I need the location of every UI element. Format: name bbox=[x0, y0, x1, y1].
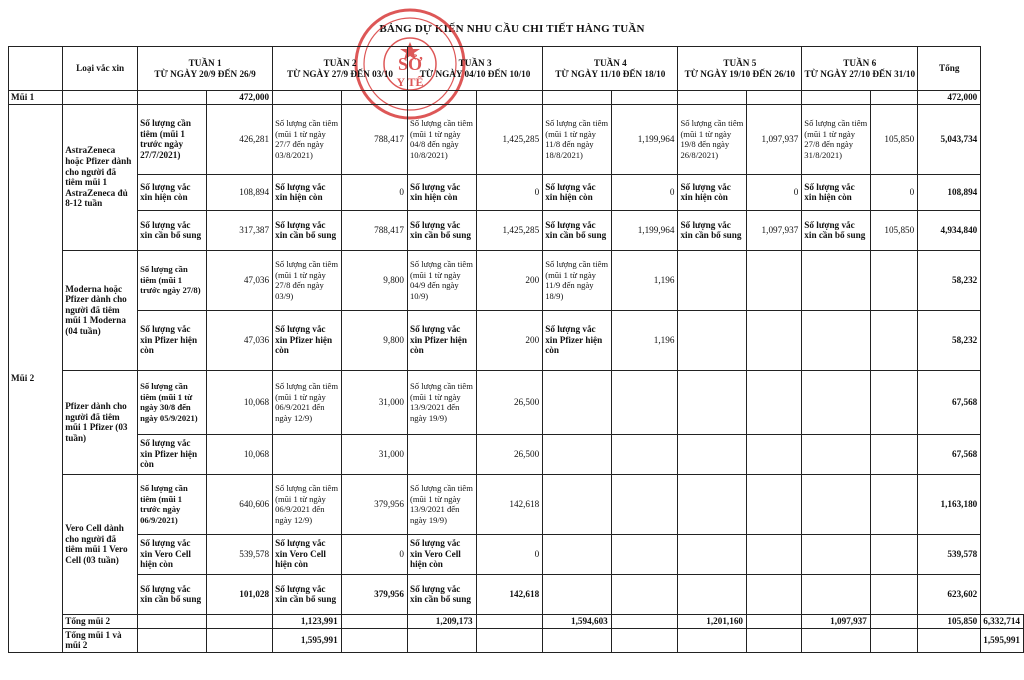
row-total: 108,894 bbox=[918, 174, 981, 210]
cell-label: Số lượng vắc xin Pfizer hiện còn bbox=[138, 310, 207, 370]
table-row bbox=[9, 474, 1024, 534]
cell-label: Số lượng cần tiêm (mũi 1 từ ngày 19/8 đến ngày 26/8/2021) bbox=[678, 104, 747, 174]
header-vaccine-type: Loại vắc xin bbox=[63, 47, 138, 91]
cell-value: 1,199,964 bbox=[611, 104, 678, 174]
cell-value: 0 bbox=[611, 174, 678, 210]
table-row bbox=[9, 210, 1024, 250]
cell-label: Số lượng vắc xin hiện còn bbox=[678, 174, 747, 210]
week-title: TUẦN 2 bbox=[323, 57, 357, 68]
header-week-6 bbox=[802, 47, 918, 91]
cell-label: Số lượng vắc xin cần bổ sung bbox=[802, 210, 871, 250]
cell-label: Số lượng vắc xin cần bổ sung bbox=[407, 210, 476, 250]
cell-value: 1,425,285 bbox=[476, 104, 543, 174]
table-row bbox=[9, 574, 1024, 614]
cell-value: 1,425,285 bbox=[476, 210, 543, 250]
cell-value: 200 bbox=[476, 250, 543, 310]
table-row bbox=[9, 370, 1024, 434]
cell-label: Số lượng cần tiêm (mũi 1 trước ngày 27/7/2021) bbox=[138, 104, 207, 174]
row-total: 1,163,180 bbox=[918, 474, 981, 534]
cell-value: 142,618 bbox=[476, 574, 543, 614]
row-total: 4,934,840 bbox=[918, 210, 981, 250]
week-dates: TỪ NGÀY 20/9 ĐẾN 26/9 bbox=[154, 68, 256, 79]
week-dates: TỪ NGÀY 04/10 ĐẾN 10/10 bbox=[419, 68, 531, 79]
week-dates: TỪ NGÀY 27/9 ĐẾN 03/10 bbox=[287, 68, 394, 79]
week-dates: TỪ NGÀY 19/10 ĐẾN 26/10 bbox=[684, 68, 796, 79]
cell-label: Số lượng vắc xin Pfizer hiện còn bbox=[273, 310, 342, 370]
cell-value: 1,196 bbox=[611, 310, 678, 370]
cell-value: 1,209,173 bbox=[407, 614, 476, 628]
cell-label: Số lượng vắc xin Pfizer hiện còn bbox=[138, 434, 207, 474]
cell-value: 105,850 bbox=[870, 104, 917, 174]
cell-value: 31,000 bbox=[341, 370, 407, 434]
cell-value: 0 bbox=[341, 534, 407, 574]
cell-value: 1,196 bbox=[611, 250, 678, 310]
cell-value: 105,850 bbox=[870, 210, 917, 250]
cell-label: Số lượng cần tiêm (mũi 1 từ ngày 13/9/2021 đến ngày 19/9) bbox=[407, 474, 476, 534]
cell-label: Số lượng cần tiêm (mũi 1 từ ngày 13/9/2021 đến ngày 19/9) bbox=[407, 370, 476, 434]
cell-label: Số lượng vắc xin cần bổ sung bbox=[138, 574, 207, 614]
cell-label: Số lượng vắc xin Pfizer hiện còn bbox=[543, 310, 612, 370]
cell-value: 788,417 bbox=[341, 104, 407, 174]
cell-value: 26,500 bbox=[476, 434, 543, 474]
table-header-row bbox=[9, 47, 1024, 91]
week-title: TUẦN 3 bbox=[458, 57, 492, 68]
cell-label: Số lượng vắc xin hiện còn bbox=[802, 174, 871, 210]
table-row-mui1 bbox=[9, 91, 1024, 105]
cell-label: Số lượng vắc xin hiện còn bbox=[138, 174, 207, 210]
cell-value: 0 bbox=[476, 534, 543, 574]
cell-value: 47,036 bbox=[206, 310, 272, 370]
cell-label: Số lượng cần tiêm (mũi 1 từ ngày 04/8 đến ngày 10/8/2021) bbox=[407, 104, 476, 174]
document-title: BẢNG DỰ KIẾN NHU CẦU CHI TIẾT HÀNG TUẦN bbox=[379, 23, 645, 35]
cell-value: 9,800 bbox=[341, 310, 407, 370]
cell-value: 1,097,937 bbox=[802, 614, 871, 628]
vero-type: Vero Cell dành cho người đã tiêm mũi 1 Vero Cell (03 tuần) bbox=[63, 474, 138, 614]
week-title: TUẦN 1 bbox=[188, 57, 222, 68]
mui1-label: Mũi 1 bbox=[9, 91, 63, 105]
cell-value: 142,618 bbox=[476, 474, 543, 534]
row-total: 67,568 bbox=[918, 434, 981, 474]
cell-value: 0 bbox=[341, 174, 407, 210]
cell-value: 9,800 bbox=[341, 250, 407, 310]
cell-value: 317,387 bbox=[206, 210, 272, 250]
header-week-2 bbox=[273, 47, 408, 91]
cell-label: Số lượng vắc xin cần bổ sung bbox=[273, 574, 342, 614]
astra-type: AstraZeneca hoặc Pfizer dành cho người đã tiêm mũi 1 AstraZeneca đủ 8-12 tuần bbox=[63, 104, 138, 250]
header-week-4 bbox=[543, 47, 678, 91]
cell-label: Số lượng cần tiêm (mũi 1 từ ngày 27/8 đến ngày 03/9) bbox=[273, 250, 342, 310]
mui1-total: 472,000 bbox=[918, 91, 981, 105]
cell-value: 200 bbox=[476, 310, 543, 370]
total-all-label: Tổng mũi 1 và mũi 2 bbox=[63, 628, 138, 652]
header-blank bbox=[9, 47, 63, 91]
week-dates: TỪ NGÀY 11/10 ĐẾN 18/10 bbox=[555, 68, 666, 79]
table-row bbox=[9, 250, 1024, 310]
week-title: TUẦN 6 bbox=[843, 57, 877, 68]
cell-label: Số lượng vắc xin cần bổ sung bbox=[138, 210, 207, 250]
header-total: Tổng bbox=[918, 47, 981, 91]
week-title: TUẦN 4 bbox=[593, 57, 627, 68]
cell-value: 426,281 bbox=[206, 104, 272, 174]
cell-label: Số lượng vắc xin hiện còn bbox=[273, 174, 342, 210]
mui2-label: Mũi 2 bbox=[9, 104, 63, 652]
cell-label: Số lượng cần tiêm (mũi 1 từ ngày 27/8 đến ngày 31/8/2021) bbox=[802, 104, 871, 174]
cell-value: 640,606 bbox=[206, 474, 272, 534]
cell-value: 379,956 bbox=[341, 574, 407, 614]
cell-label: Số lượng vắc xin cần bổ sung bbox=[407, 574, 476, 614]
cell-value: 379,956 bbox=[341, 474, 407, 534]
row-total: 539,578 bbox=[918, 534, 981, 574]
table-row-total-all bbox=[9, 628, 1024, 652]
row-total: 67,568 bbox=[918, 370, 981, 434]
cell-label: Số lượng cần tiêm (mũi 1 từ ngày 11/9 đến ngày 18/9) bbox=[543, 250, 612, 310]
total-mui2-label: Tổng mũi 2 bbox=[63, 614, 138, 628]
mui1-week1-value: 472,000 bbox=[206, 91, 272, 105]
svg-text:SỞ: SỞ bbox=[397, 54, 423, 74]
table-row bbox=[9, 534, 1024, 574]
header-week-5 bbox=[678, 47, 802, 91]
cell-label: Số lượng vắc xin cần bổ sung bbox=[678, 210, 747, 250]
row-total: 623,602 bbox=[918, 574, 981, 614]
cell-value: 105,850 bbox=[918, 614, 981, 628]
cell-value: 1,201,160 bbox=[678, 614, 747, 628]
svg-text:Y TẾ: Y TẾ bbox=[396, 75, 424, 89]
row-total: 58,232 bbox=[918, 310, 981, 370]
cell-value: 788,417 bbox=[341, 210, 407, 250]
cell-label: Số lượng vắc xin cần bổ sung bbox=[543, 210, 612, 250]
cell-value: 0 bbox=[747, 174, 802, 210]
table-row bbox=[9, 104, 1024, 174]
cell-label: Số lượng vắc xin hiện còn bbox=[543, 174, 612, 210]
cell-value: 1,199,964 bbox=[611, 210, 678, 250]
cell-value: 0 bbox=[870, 174, 917, 210]
cell-value: 1,123,991 bbox=[273, 614, 342, 628]
week-dates: TỪ NGÀY 27/10 ĐẾN 31/10 bbox=[804, 68, 916, 79]
vaccine-demand-table bbox=[8, 46, 1024, 653]
cell-value: 31,000 bbox=[341, 434, 407, 474]
moderna-type: Moderna hoặc Pfizer dành cho người đã tiêm mũi 1 Moderna (04 tuần) bbox=[63, 250, 138, 370]
cell-label: Số lượng vắc xin Vero Cell hiện còn bbox=[407, 534, 476, 574]
pfizer-type: Pfizer dành cho người đã tiêm mũi 1 Pfizer (03 tuần) bbox=[63, 370, 138, 474]
cell-value: 10,068 bbox=[206, 434, 272, 474]
cell-value: 1,595,991 bbox=[273, 628, 342, 652]
table-row bbox=[9, 434, 1024, 474]
table-row bbox=[9, 174, 1024, 210]
header-week-3 bbox=[407, 47, 542, 91]
cell-value: 1,097,937 bbox=[747, 104, 802, 174]
cell-label: Số lượng vắc xin Pfizer hiện còn bbox=[407, 310, 476, 370]
cell-label: Số lượng cần tiêm (mũi 1 từ ngày 06/9/2021 đến ngày 12/9) bbox=[273, 370, 342, 434]
cell-label: Số lượng vắc xin Vero Cell hiện còn bbox=[138, 534, 207, 574]
row-total: 6,332,714 bbox=[981, 614, 1024, 628]
row-total: 58,232 bbox=[918, 250, 981, 310]
cell-value: 47,036 bbox=[206, 250, 272, 310]
cell-label: Số lượng vắc xin cần bổ sung bbox=[273, 210, 342, 250]
row-total: 5,043,734 bbox=[918, 104, 981, 174]
row-total: 1,595,991 bbox=[981, 628, 1024, 652]
table-row-total-mui2 bbox=[9, 614, 1024, 628]
cell-value: 1,594,603 bbox=[543, 614, 612, 628]
week-title: TUẦN 5 bbox=[723, 57, 757, 68]
cell-label: Số lượng cần tiêm (mũi 1 từ ngày 06/9/2021 đến ngày 12/9) bbox=[273, 474, 342, 534]
cell-label: Số lượng cần tiêm (mũi 1 trước ngày 06/9/2021) bbox=[138, 474, 207, 534]
cell-value: 539,578 bbox=[206, 534, 272, 574]
table-row bbox=[9, 310, 1024, 370]
cell-label: Số lượng cần tiêm (mũi 1 trước ngày 27/8) bbox=[138, 250, 207, 310]
cell-value: 1,097,937 bbox=[747, 210, 802, 250]
cell-value: 10,068 bbox=[206, 370, 272, 434]
cell-label: Số lượng cần tiêm (mũi 1 từ ngày 30/8 đến ngày 05/9/2021) bbox=[138, 370, 207, 434]
cell-label: Số lượng vắc xin Vero Cell hiện còn bbox=[273, 534, 342, 574]
cell-value: 26,500 bbox=[476, 370, 543, 434]
cell-value: 108,894 bbox=[206, 174, 272, 210]
cell-label: Số lượng cần tiêm (mũi 1 từ ngày 04/9 đến ngày 10/9) bbox=[407, 250, 476, 310]
cell-value: 0 bbox=[476, 174, 543, 210]
cell-label: Số lượng vắc xin hiện còn bbox=[407, 174, 476, 210]
cell-label: Số lượng cần tiêm (mũi 1 từ ngày 27/7 đến ngày 03/8/2021) bbox=[273, 104, 342, 174]
header-week-1 bbox=[138, 47, 273, 91]
cell-label: Số lượng cần tiêm (mũi 1 từ ngày 11/8 đến ngày 18/8/2021) bbox=[543, 104, 612, 174]
cell-value: 101,028 bbox=[206, 574, 272, 614]
